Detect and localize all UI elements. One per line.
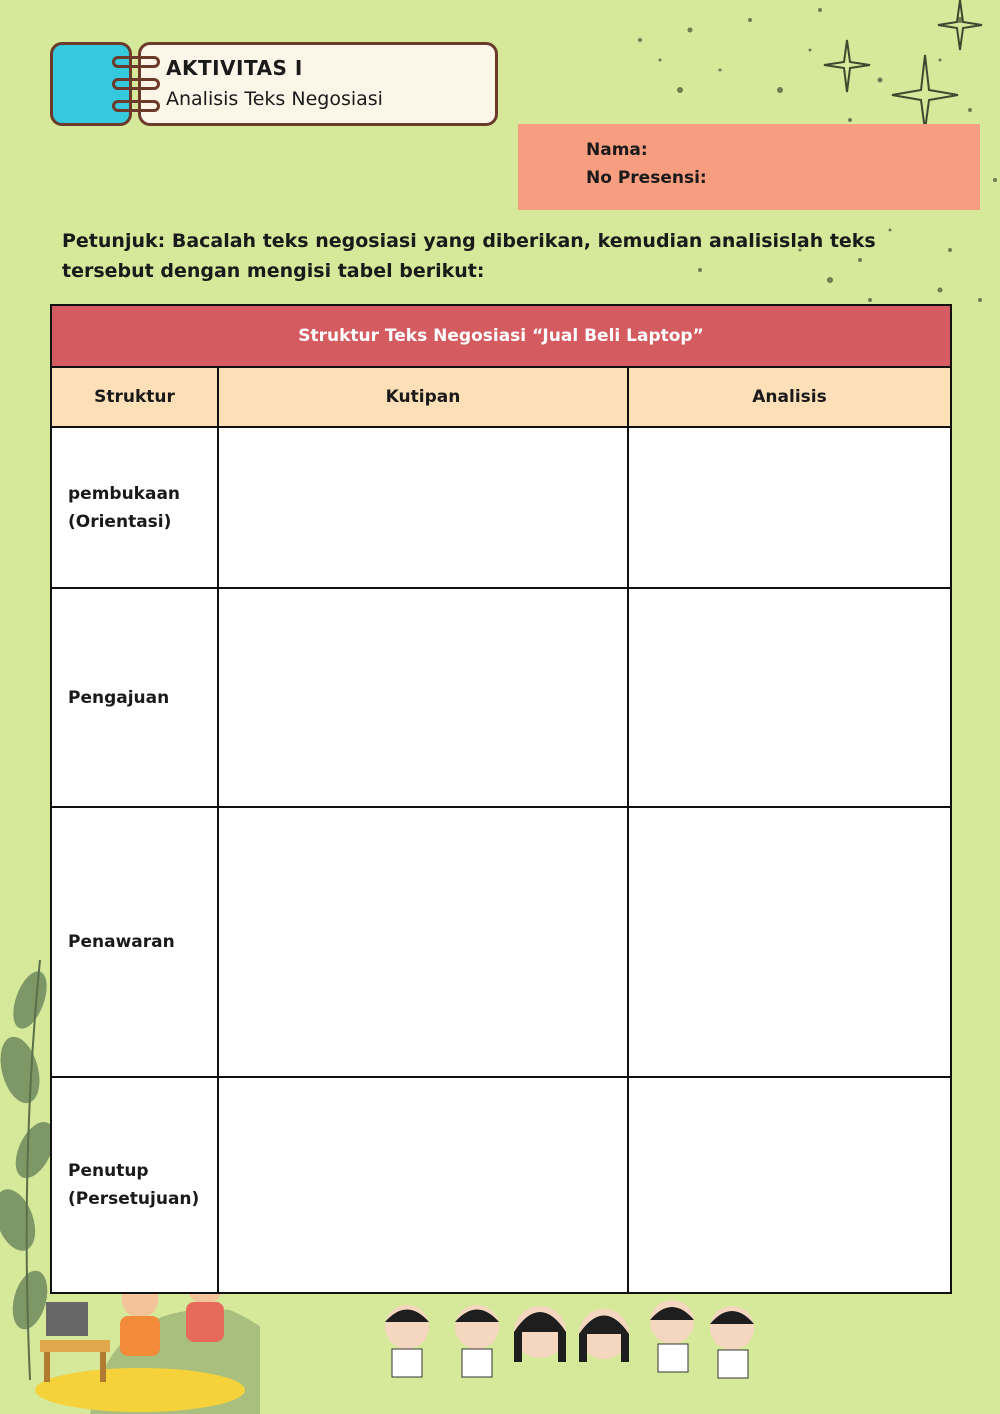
structure-label: Pengajuan xyxy=(68,687,170,708)
header-kutipan: Kutipan xyxy=(218,367,628,427)
structure-label: Penutup xyxy=(68,1161,149,1181)
notebook-paper xyxy=(138,42,498,126)
table-row xyxy=(51,427,951,588)
cartoon-kids-row xyxy=(372,1292,772,1382)
header-struktur: Struktur xyxy=(51,367,218,427)
table-caption: Struktur Teks Negosiasi “Jual Beli Laptop” xyxy=(51,305,951,367)
quote-cell[interactable] xyxy=(218,1077,628,1293)
structure-label: pembukaan xyxy=(68,483,181,504)
header-analisis: Analisis xyxy=(628,367,951,427)
table-row xyxy=(51,588,951,807)
structure-sublabel: (Persetujuan) xyxy=(68,1189,200,1209)
ring-icon xyxy=(112,78,160,90)
activity-title-card xyxy=(50,42,498,128)
structure-cell xyxy=(51,588,218,807)
quote-cell[interactable] xyxy=(218,588,628,807)
instructions: Petunjuk: Bacalah teks negosiasi yang diberikan, kemudian analisislah teks tersebut dengan mengisi tabel berikut: xyxy=(62,230,876,282)
analysis-cell[interactable] xyxy=(628,1077,951,1293)
ring-icon xyxy=(112,56,160,68)
quote-cell[interactable] xyxy=(218,807,628,1077)
structure-cell xyxy=(51,807,218,1077)
analysis-cell[interactable] xyxy=(628,427,951,588)
analysis-cell[interactable] xyxy=(628,588,951,807)
structure-label: Penawaran xyxy=(68,932,175,952)
name-label: Nama: xyxy=(586,140,648,160)
ring-icon xyxy=(112,100,160,112)
table-row xyxy=(51,1077,951,1293)
activity-subtitle: Analisis Teks Negosiasi xyxy=(166,88,383,110)
attendance-label: No Presensi: xyxy=(586,168,707,188)
structure-sublabel: (Orientasi) xyxy=(68,511,172,532)
activity-label: AKTIVITAS I xyxy=(166,56,303,80)
structure-cell xyxy=(51,1077,218,1293)
table-row xyxy=(51,807,951,1077)
analysis-cell[interactable] xyxy=(628,807,951,1077)
student-info-box xyxy=(518,124,980,210)
analysis-table xyxy=(50,304,952,1294)
structure-cell xyxy=(51,427,218,588)
quote-cell[interactable] xyxy=(218,427,628,588)
